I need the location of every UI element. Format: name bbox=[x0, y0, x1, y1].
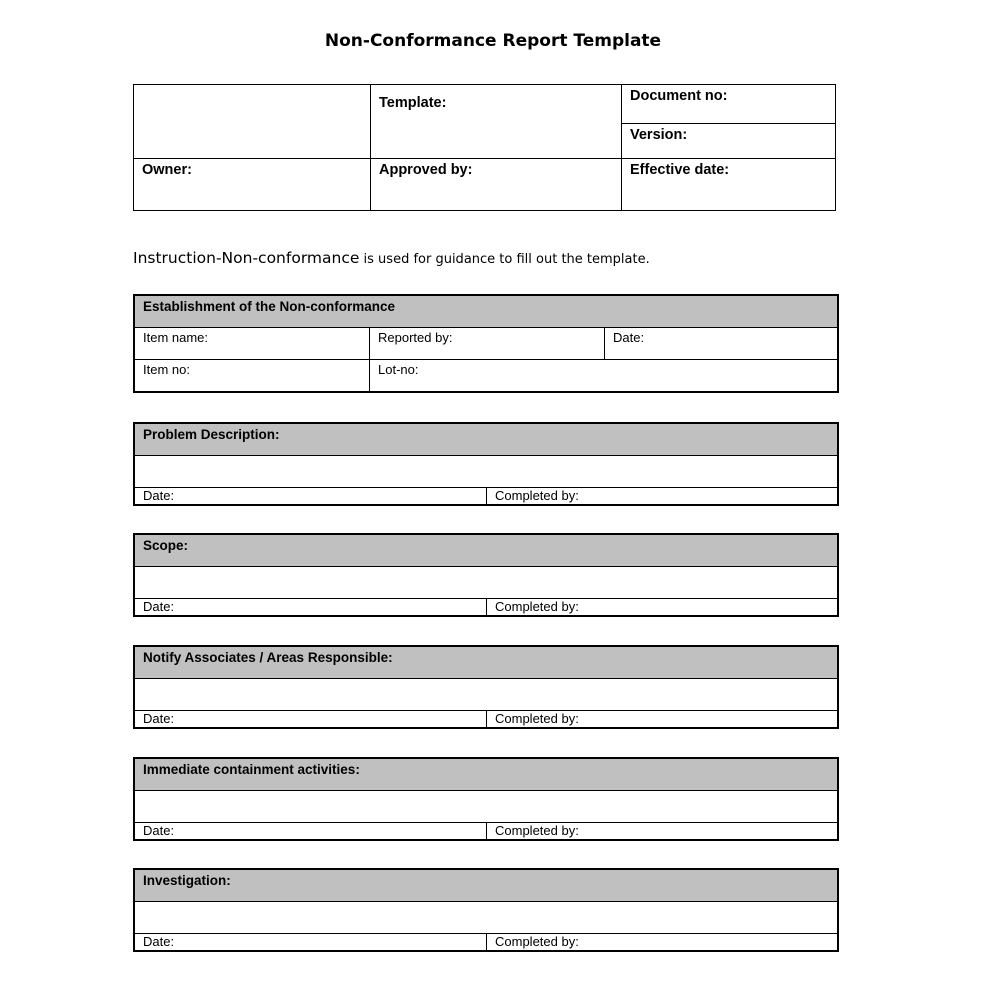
reported-by-label: Reported by: bbox=[378, 330, 453, 345]
section-date-label: Date: bbox=[143, 711, 175, 726]
version-cell[interactable] bbox=[622, 124, 836, 158]
notify-associates-section bbox=[133, 645, 839, 729]
section-date-label: Date: bbox=[143, 823, 175, 838]
section-completed-by-cell[interactable] bbox=[487, 488, 837, 504]
section-footer bbox=[135, 711, 837, 727]
establishment-section bbox=[133, 294, 839, 393]
approved-by-cell[interactable] bbox=[371, 158, 622, 210]
establishment-row-1 bbox=[135, 328, 837, 359]
section-footer bbox=[135, 934, 837, 950]
section-entry-field[interactable] bbox=[135, 456, 837, 488]
section-heading: Scope: bbox=[135, 535, 837, 567]
section-heading: Immediate containment activities: bbox=[135, 759, 837, 791]
section-footer bbox=[135, 488, 837, 504]
problem-description-section bbox=[133, 422, 839, 506]
item-name-cell[interactable] bbox=[135, 328, 370, 359]
approved-by-label: Approved by: bbox=[379, 161, 473, 178]
effective-date-label: Effective date: bbox=[630, 161, 730, 178]
instruction-text bbox=[133, 248, 650, 267]
section-date-label: Date: bbox=[143, 599, 175, 614]
section-completed-by-label: Completed by: bbox=[495, 599, 579, 614]
section-entry-field[interactable] bbox=[135, 902, 837, 934]
section-footer bbox=[135, 599, 837, 615]
owner-cell[interactable] bbox=[134, 158, 371, 210]
section-completed-by-cell[interactable] bbox=[487, 823, 837, 839]
section-date-cell[interactable] bbox=[135, 488, 487, 504]
section-completed-by-label: Completed by: bbox=[495, 934, 579, 949]
section-completed-by-label: Completed by: bbox=[495, 823, 579, 838]
document-no-cell[interactable] bbox=[622, 85, 836, 124]
establishment-row-2 bbox=[135, 359, 837, 391]
reported-by-cell[interactable] bbox=[370, 328, 605, 359]
effective-date-cell[interactable] bbox=[622, 158, 836, 210]
scope-section bbox=[133, 533, 839, 617]
section-date-label: Date: bbox=[143, 488, 175, 503]
item-no-cell[interactable] bbox=[135, 360, 370, 391]
document-no-label: Document no: bbox=[630, 88, 728, 104]
section-heading: Investigation: bbox=[135, 870, 837, 902]
instruction-lead: Instruction-Non-conformance bbox=[133, 249, 360, 267]
section-heading: Notify Associates / Areas Responsible: bbox=[135, 647, 837, 679]
version-label: Version: bbox=[630, 127, 688, 144]
section-completed-by-label: Completed by: bbox=[495, 711, 579, 726]
section-completed-by-cell[interactable] bbox=[487, 599, 837, 615]
section-date-cell[interactable] bbox=[135, 599, 487, 615]
section-heading: Problem Description: bbox=[135, 424, 837, 456]
section-date-cell[interactable] bbox=[135, 823, 487, 839]
section-entry-field[interactable] bbox=[135, 567, 837, 599]
section-date-label: Date: bbox=[143, 934, 175, 949]
section-completed-by-label: Completed by: bbox=[495, 488, 579, 503]
item-no-label: Item no: bbox=[143, 362, 190, 377]
containment-section bbox=[133, 757, 839, 841]
template-cell[interactable] bbox=[371, 85, 622, 159]
section-completed-by-cell[interactable] bbox=[487, 711, 837, 727]
section-completed-by-cell[interactable] bbox=[487, 934, 837, 950]
item-name-label: Item name: bbox=[143, 330, 209, 345]
page-title: Non-Conformance Report Template bbox=[324, 31, 662, 51]
logo-cell bbox=[134, 85, 371, 159]
section-entry-field[interactable] bbox=[135, 679, 837, 711]
date-cell[interactable] bbox=[605, 328, 837, 359]
owner-label: Owner: bbox=[142, 161, 192, 178]
lot-no-cell[interactable] bbox=[370, 360, 837, 391]
document-header-table bbox=[133, 84, 836, 211]
investigation-section bbox=[133, 868, 839, 952]
template-label: Template: bbox=[379, 95, 447, 111]
section-footer bbox=[135, 823, 837, 839]
instruction-rest: is used for guidance to fill out the template. bbox=[359, 252, 650, 267]
lot-no-label: Lot-no: bbox=[378, 362, 419, 377]
section-date-cell[interactable] bbox=[135, 934, 487, 950]
establishment-heading: Establishment of the Non-conformance bbox=[135, 296, 837, 328]
date-label: Date: bbox=[613, 330, 645, 345]
section-date-cell[interactable] bbox=[135, 711, 487, 727]
section-entry-field[interactable] bbox=[135, 791, 837, 823]
